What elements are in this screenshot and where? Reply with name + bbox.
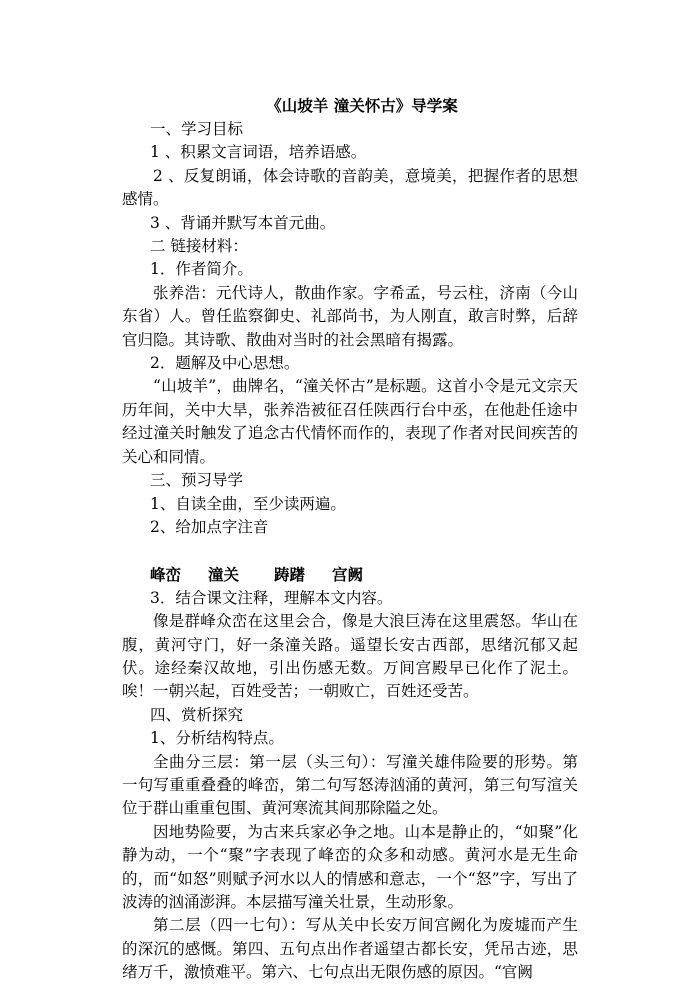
subheading-theme: 2．题解及中心思想。 [150, 354, 300, 373]
analysis-paragraph: 因地势险要，为古来兵家必争之地。山本是静止的，“如聚”化静为动，一个“聚”字表现了峰峦的众多和动感。黄河水是无生命的，而“如怒”则赋予河水以人的情感和意志，一个“怒”字，写出了波涛的汹涌澎湃。本层描写潼关壮景，生动形象。 [122, 822, 578, 911]
section-heading-materials: 二 链接材料： [150, 237, 248, 256]
pinyin-word: 潼关 [208, 564, 240, 584]
blank-line [122, 539, 578, 562]
goal-item: 3 、背诵并默写本首元曲。 [150, 213, 336, 232]
preview-item: 2、给加点字注音 [150, 517, 269, 536]
theme-paragraph: “山坡羊”，曲牌名，“潼关怀古”是标题。这首小令是元文宗天历年间，关中大旱，张养浩被征召任陕西行台中丞，在他赴任途中经过潼关时触发了追念古代情怀而作的，表现了作者对民间疾苦的关心和同情。 [122, 377, 578, 466]
section-heading-preview: 三、预习导学 [150, 471, 244, 490]
preview-item: 1、自读全曲，至少读两遍。 [150, 494, 346, 513]
goal-item: 2 、反复朗诵，体会诗歌的音韵美，意境美，把握作者的思想感情。 [122, 166, 578, 209]
subheading-author: 1．作者简介。 [150, 260, 253, 279]
document-title: 《山坡羊 潼关怀古》导学案 [266, 96, 458, 115]
section-heading-analysis: 四、赏析探究 [150, 705, 244, 724]
analysis-item: 1、分析结构特点。 [150, 729, 284, 748]
analysis-paragraph: 第二层（四一七句）：写从关中长安万间宫阙化为废墟而产生的深沉的感慨。第四、五句点出作者遥望古都长安，凭吊古迹，思绪万千，激愤难平。第六、七句点出无限伤感的原因。“官阙 [122, 916, 578, 982]
pinyin-word: 宫阙 [332, 564, 364, 584]
pinyin-word: 峰峦 [150, 564, 182, 584]
pinyin-word-row [122, 563, 578, 587]
analysis-paragraph: 全曲分三层：第一层（头三句）：写潼关雄伟险要的形势。第一句写重重叠叠的峰峦，第二句写怒涛汹涌的黄河，第三句写渲关位于群山重重包围、黄河寒流其间那除隘之处。 [122, 752, 578, 818]
translation-paragraph: 像是群峰众峦在这里会合，像是大浪巨涛在这里震怒。华山在腹，黄河守门，好一条潼关路。遥望长安古西部，思绪沉郁又起伏。途经秦汉故地，引出伤感无数。万间宫殿早已化作了泥土。唉！一朝兴起，百姓受苦；一朝败亡，百姓还受苦。 [122, 612, 578, 701]
document-body [122, 94, 578, 985]
goal-item: 1 、积累文言词语，培养语感。 [150, 143, 367, 162]
pinyin-word: 踌躇 [274, 564, 306, 584]
author-paragraph: 张养浩：元代诗人，散曲作家。字希孟，号云柱，济南（今山东省）人。曾任监察御史、礼部尚书，为人刚直，敢言时弊，后辞官归隐。其诗歌、散曲对当时的社会黑暗有揭露。 [122, 283, 578, 349]
preview-item: 3．结合课文注释，理解本文内容。 [150, 588, 393, 607]
section-heading-goals: 一、学习目标 [150, 120, 244, 138]
